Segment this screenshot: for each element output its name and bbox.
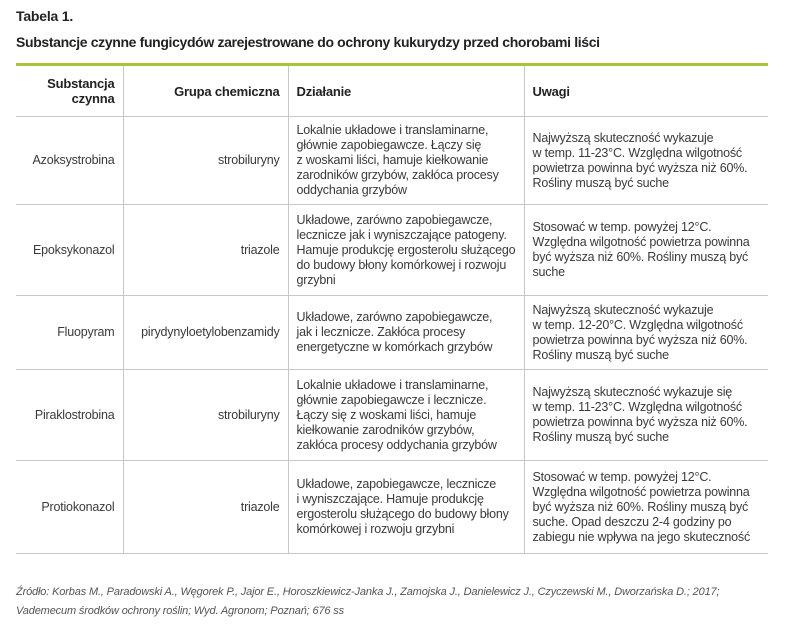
cell-substance: Azoksystrobina: [16, 117, 123, 205]
cell-group: strobiluryny: [123, 370, 288, 461]
cell-notes: Stosować w temp. powyżej 12°C. Względna wilgotność powietrza powinna być wyższa niż 60%. Rośliny muszą być suche. Opad deszczu 2-4 godziny po zabiegu nie wpływa na jego skuteczność: [524, 461, 768, 554]
fungicide-table: [16, 66, 768, 554]
header-notes: Uwagi: [524, 66, 768, 117]
header-group: Grupa chemiczna: [123, 66, 288, 117]
table-row: [16, 117, 768, 205]
cell-group: pirydynyloetylobenzamidy: [123, 296, 288, 370]
cell-substance: Protiokonazol: [16, 461, 123, 554]
cell-substance: Epoksykonazol: [16, 205, 123, 296]
source-note: Źródło: Korbas M., Paradowski A., Węgorek P., Jajor E., Horoszkiewicz-Janka J., Zamojska J., Danielewicz J., Czyczewski M., Dworzańska D.; 2017; Vademecum środków ochrony roślin; Wyd. Agronom; Poznań; 676 ss: [16, 586, 720, 617]
table-row: [16, 370, 768, 461]
cell-notes: Najwyższą skuteczność wykazuje się w temp. 11-23°C. Względna wilgotność powietrza powinna być wyższa niż 60%. Rośliny muszą być suche: [524, 370, 768, 461]
cell-substance: Piraklostrobina: [16, 370, 123, 461]
cell-action: Układowe, zarówno zapobiegawcze, lecznicze jak i wyniszczające patogeny. Hamuje produkcję ergosterolu służącego do budowy błony komórkowej i rozwoju grzybni: [288, 205, 524, 296]
cell-group: strobiluryny: [123, 117, 288, 205]
cell-notes: Najwyższą skuteczność wykazuje w temp. 11-23°C. Względna wilgotność powietrza powinna być wyższa niż 60%. Rośliny muszą być suche: [524, 117, 768, 205]
cell-action: Układowe, zapobiegawcze, lecznicze i wyniszczające. Hamuje produkcję ergosterolu służącego do budowy błony komórkowej i rozwoju grzybni: [288, 461, 524, 554]
table-row: [16, 205, 768, 296]
header-action: Działanie: [288, 66, 524, 117]
table-label: Tabela 1.: [16, 8, 74, 24]
table-row: [16, 296, 768, 370]
cell-notes: Stosować w temp. powyżej 12°C. Względna wilgotność powietrza powinna być wyższa niż 60%. Rośliny muszą być suche: [524, 205, 768, 296]
cell-action: Lokalnie układowe i translaminarne, głównie zapobiegawcze. Łączy się z woskami liści, hamuje kiełkowanie zarodników grzybów, zakłóca procesy oddychania grzybów: [288, 117, 524, 205]
cell-substance: Fluopyram: [16, 296, 123, 370]
table-row: [16, 461, 768, 554]
cell-group: triazole: [123, 461, 288, 554]
header-substance: Substancja czynna: [16, 66, 123, 117]
cell-action: Układowe, zarówno zapobiegawcze, jak i lecznicze. Zakłóca procesy energetyczne w komórkach grzybów: [288, 296, 524, 370]
cell-group: triazole: [123, 205, 288, 296]
cell-action: Lokalnie układowe i translaminarne, głównie zapobiegawcze i lecznicze. Łączy się z woskami liści, hamuje kiełkowanie zarodników grzybów, zakłóca procesy oddychania grzybów: [288, 370, 524, 461]
table-title: Substancje czynne fungicydów zarejestrowane do ochrony kukurydzy przed chorobami liści: [16, 34, 600, 50]
cell-notes: Najwyższą skuteczność wykazuje w temp. 12-20°C. Względna wilgotność powietrza powinna być wyższa niż 60%. Rośliny muszą być suche: [524, 296, 768, 370]
header-row: [16, 66, 768, 117]
